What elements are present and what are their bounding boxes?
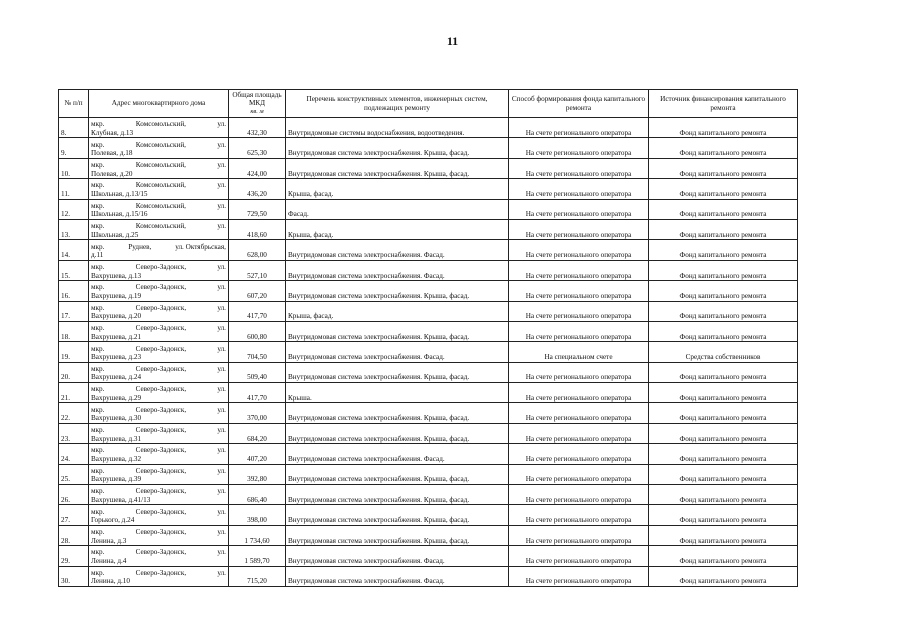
address-line-2: Вахрушева, д.39	[91, 475, 142, 484]
row-area: 686,40	[229, 485, 286, 505]
table-row	[59, 505, 798, 525]
address-district: Руднев,	[128, 242, 152, 251]
table-row	[59, 546, 798, 566]
row-elements: Внутридомовая система электроснабжения. Фасад.	[286, 546, 509, 566]
address-line-1	[91, 120, 226, 129]
address-district: Северо-Задонск,	[135, 324, 187, 333]
address-prefix: мкр.	[91, 262, 105, 271]
address-prefix: мкр.	[91, 283, 105, 292]
address-line-2: Ленина, д.10	[91, 577, 130, 586]
address-street-prefix: ул.	[217, 140, 226, 149]
table-row	[59, 138, 798, 158]
address-line-1	[91, 283, 226, 292]
row-area: 715,20	[229, 566, 286, 586]
row-number: 15.	[59, 260, 89, 280]
row-number: 11.	[59, 179, 89, 199]
address-prefix: мкр.	[91, 426, 105, 435]
row-area: 424,00	[229, 158, 286, 178]
address-street-prefix: ул.	[217, 426, 226, 435]
address-line-2: Вахрушева, д.32	[91, 455, 142, 464]
page-number: 11	[446, 34, 459, 48]
address-line-1	[91, 487, 226, 496]
row-address	[89, 546, 229, 566]
address-line-2: Школьная, д.25	[91, 230, 139, 239]
address-line-2: Вахрушева, д.20	[91, 312, 142, 321]
address-district: Северо-Задонск,	[135, 528, 187, 537]
row-area: 1 589,70	[229, 546, 286, 566]
address-line-2: Ленина, д.3	[91, 536, 127, 545]
address-district: Северо-Задонск,	[135, 568, 187, 577]
row-area: 600,80	[229, 321, 286, 341]
address-district: Северо-Задонск,	[135, 283, 187, 292]
address-street-prefix: ул.	[217, 568, 226, 577]
row-address	[89, 566, 229, 586]
address-street-prefix: ул.	[217, 160, 226, 169]
row-elements: Внутридомовая система электроснабжения. Крыша, фасад.	[286, 281, 509, 301]
row-method: На счете регионального оператора	[509, 118, 649, 138]
address-prefix: мкр.	[91, 140, 105, 149]
table-row	[59, 118, 798, 138]
row-number: 13.	[59, 219, 89, 239]
row-area: 628,00	[229, 240, 286, 260]
address-district: Комсомольский,	[135, 201, 186, 210]
address-street-prefix: ул.	[217, 466, 226, 475]
row-address	[89, 362, 229, 382]
address-prefix: мкр.	[91, 528, 105, 537]
address-line-1	[91, 304, 226, 313]
address-line-1	[91, 385, 226, 394]
address-line-1	[91, 528, 226, 537]
row-area: 509,40	[229, 362, 286, 382]
address-prefix: мкр.	[91, 222, 105, 231]
row-number: 22.	[59, 403, 89, 423]
row-source: Фонд капитального ремонта	[649, 240, 798, 260]
row-method: На счете регионального оператора	[509, 485, 649, 505]
row-source: Фонд капитального ремонта	[649, 505, 798, 525]
address-line-2: Школьная, д.15/16	[91, 210, 148, 219]
address-district: Северо-Задонск,	[135, 507, 187, 516]
header-number: № п/п	[59, 90, 89, 118]
address-line-1	[91, 181, 226, 190]
address-line-2: Вахрушева, д.21	[91, 332, 142, 341]
row-source: Фонд капитального ремонта	[649, 383, 798, 403]
address-prefix: мкр.	[91, 364, 105, 373]
row-elements: Внутридомовая система электроснабжения. Крыша, фасад.	[286, 525, 509, 545]
row-elements: Крыша, фасад.	[286, 219, 509, 239]
row-elements: Внутридомовая система электроснабжения. Крыша, фасад.	[286, 423, 509, 443]
address-street-prefix: ул.	[217, 283, 226, 292]
row-address	[89, 403, 229, 423]
address-prefix: мкр.	[91, 120, 105, 129]
address-street-prefix: ул.	[217, 405, 226, 414]
row-area: 407,20	[229, 444, 286, 464]
address-prefix: мкр.	[91, 303, 105, 312]
table-row	[59, 444, 798, 464]
address-line-2: Вахрушева, д.31	[91, 434, 142, 443]
address-line-1	[91, 548, 226, 557]
row-area: 417,70	[229, 383, 286, 403]
address-district: Комсомольский,	[135, 140, 186, 149]
header-address: Адрес многоквартирного дома	[89, 90, 229, 118]
row-address	[89, 423, 229, 443]
address-street-prefix: ул.	[217, 487, 226, 496]
row-source: Фонд капитального ремонта	[649, 423, 798, 443]
address-line-1	[91, 202, 226, 211]
address-prefix: мкр.	[91, 405, 105, 414]
address-district: Северо-Задонск,	[135, 426, 187, 435]
table-row	[59, 158, 798, 178]
header-source: Источник финансирования капитального ремонта	[649, 90, 798, 118]
row-number: 8.	[59, 118, 89, 138]
table-row	[59, 260, 798, 280]
row-method: На счете регионального оператора	[509, 240, 649, 260]
row-source: Фонд капитального ремонта	[649, 485, 798, 505]
row-address	[89, 505, 229, 525]
row-number: 24.	[59, 444, 89, 464]
row-elements: Крыша, фасад.	[286, 179, 509, 199]
address-prefix: мкр.	[91, 160, 105, 169]
row-number: 29.	[59, 546, 89, 566]
address-line-2: Вахрушева, д.30	[91, 414, 142, 423]
row-source: Фонд капитального ремонта	[649, 403, 798, 423]
row-source: Фонд капитального ремонта	[649, 281, 798, 301]
address-street-prefix: ул.	[217, 201, 226, 210]
row-source: Фонд капитального ремонта	[649, 301, 798, 321]
row-method: На счете регионального оператора	[509, 403, 649, 423]
address-prefix: мкр.	[91, 181, 105, 190]
table-row	[59, 199, 798, 219]
row-elements: Внутридомовая система электроснабжения. Фасад.	[286, 566, 509, 586]
table-row	[59, 342, 798, 362]
row-area: 729,50	[229, 199, 286, 219]
row-source: Фонд капитального ремонта	[649, 546, 798, 566]
row-address	[89, 118, 229, 138]
table-row	[59, 362, 798, 382]
address-district: Комсомольский,	[135, 160, 186, 169]
row-number: 17.	[59, 301, 89, 321]
header-method: Способ формирования фонда капитального ремонта	[509, 90, 649, 118]
address-line-1	[91, 508, 226, 517]
row-address	[89, 485, 229, 505]
row-method: На счете регионального оператора	[509, 158, 649, 178]
address-street-prefix: ул.	[217, 324, 226, 333]
row-elements: Внутридомовая система электроснабжения. Фасад.	[286, 444, 509, 464]
row-method: На счете регионального оператора	[509, 464, 649, 484]
address-prefix: мкр.	[91, 201, 105, 210]
row-number: 30.	[59, 566, 89, 586]
row-source: Фонд капитального ремонта	[649, 179, 798, 199]
address-district: Северо-Задонск,	[135, 487, 187, 496]
address-line-1	[91, 345, 226, 354]
row-method: На счете регионального оператора	[509, 321, 649, 341]
address-street-prefix: ул.	[217, 262, 226, 271]
address-street-prefix: ул. Октябрьская,	[175, 242, 226, 251]
row-number: 9.	[59, 138, 89, 158]
address-line-2: Полевая, д.20	[91, 169, 133, 178]
row-method: На счете регионального оператора	[509, 219, 649, 239]
row-method: На счете регионального оператора	[509, 260, 649, 280]
row-source: Фонд капитального ремонта	[649, 566, 798, 586]
row-address	[89, 321, 229, 341]
row-number: 27.	[59, 505, 89, 525]
row-elements: Внутридомовая система электроснабжения. Крыша, фасад.	[286, 464, 509, 484]
row-area: 418,60	[229, 219, 286, 239]
row-source: Фонд капитального ремонта	[649, 525, 798, 545]
row-number: 25.	[59, 464, 89, 484]
address-district: Северо-Задонск,	[135, 364, 187, 373]
address-line-1	[91, 141, 226, 150]
table-row	[59, 281, 798, 301]
address-line-2: Вахрушева, д.23	[91, 353, 142, 362]
row-source: Фонд капитального ремонта	[649, 464, 798, 484]
header-area	[229, 90, 286, 118]
row-elements: Внутридомовая система электроснабжения. Крыша, фасад.	[286, 158, 509, 178]
address-street-prefix: ул.	[217, 446, 226, 455]
row-number: 16.	[59, 281, 89, 301]
address-district: Комсомольский,	[135, 181, 186, 190]
address-street-prefix: ул.	[217, 120, 226, 129]
row-source: Фонд капитального ремонта	[649, 158, 798, 178]
row-number: 19.	[59, 342, 89, 362]
row-elements: Фасад.	[286, 199, 509, 219]
address-street-prefix: ул.	[217, 181, 226, 190]
row-address	[89, 179, 229, 199]
row-address	[89, 158, 229, 178]
row-elements: Внутридомовая система электроснабжения. Крыша, фасад.	[286, 138, 509, 158]
row-method: На счете регионального оператора	[509, 423, 649, 443]
row-elements: Внутридомовые системы водоснабжения, водоотведения.	[286, 118, 509, 138]
address-street-prefix: ул.	[217, 548, 226, 557]
table-header-row	[59, 90, 798, 118]
row-source: Фонд капитального ремонта	[649, 118, 798, 138]
row-address	[89, 240, 229, 260]
address-street-prefix: ул.	[217, 364, 226, 373]
row-source: Фонд капитального ремонта	[649, 444, 798, 464]
address-line-1	[91, 161, 226, 170]
row-number: 14.	[59, 240, 89, 260]
address-district: Северо-Задонск,	[135, 303, 187, 312]
table-row	[59, 566, 798, 586]
row-area: 704,50	[229, 342, 286, 362]
address-line-2: д.11	[91, 251, 104, 260]
row-area: 684,20	[229, 423, 286, 443]
table-row	[59, 219, 798, 239]
table-row	[59, 403, 798, 423]
row-address	[89, 525, 229, 545]
address-district: Северо-Задонск,	[135, 446, 187, 455]
address-district: Северо-Задонск,	[135, 385, 187, 394]
row-method: На счете регионального оператора	[509, 362, 649, 382]
address-line-2: Вахрушева, д.19	[91, 291, 142, 300]
address-line-1	[91, 263, 226, 272]
row-number: 20.	[59, 362, 89, 382]
row-area: 370,00	[229, 403, 286, 423]
address-street-prefix: ул.	[217, 222, 226, 231]
address-district: Комсомольский,	[135, 222, 186, 231]
address-prefix: мкр.	[91, 466, 105, 475]
row-elements: Внутридомовая система электроснабжения. Крыша, фасад.	[286, 403, 509, 423]
address-line-1	[91, 324, 226, 333]
address-prefix: мкр.	[91, 446, 105, 455]
address-district: Северо-Задонск,	[135, 344, 187, 353]
address-line-1	[91, 222, 226, 231]
row-number: 12.	[59, 199, 89, 219]
address-line-2: Ленина, д.4	[91, 557, 127, 565]
row-address	[89, 199, 229, 219]
row-address	[89, 301, 229, 321]
row-source: Фонд капитального ремонта	[649, 362, 798, 382]
row-elements: Внутридомовая система электроснабжения. Крыша, фасад.	[286, 321, 509, 341]
address-street-prefix: ул.	[217, 528, 226, 537]
row-elements: Внутридомовая система электроснабжения. Крыша, фасад.	[286, 485, 509, 505]
address-line-2: Горького, д.24	[91, 516, 135, 525]
row-source: Фонд капитального ремонта	[649, 138, 798, 158]
row-method: На счете регионального оператора	[509, 546, 649, 566]
address-line-2: Клубная, д.13	[91, 128, 134, 137]
address-line-2: Школьная, д.13/15	[91, 189, 148, 198]
row-area: 417,70	[229, 301, 286, 321]
header-area-label: Общая площадь МКД	[232, 90, 282, 108]
row-elements: Крыша.	[286, 383, 509, 403]
row-elements: Внутридомовая система электроснабжения. Фасад.	[286, 260, 509, 280]
row-method: На счете регионального оператора	[509, 383, 649, 403]
row-method: На специальном счете	[509, 342, 649, 362]
address-street-prefix: ул.	[217, 507, 226, 516]
row-method: На счете регионального оператора	[509, 566, 649, 586]
table-row	[59, 464, 798, 484]
address-street-prefix: ул.	[217, 303, 226, 312]
table-row	[59, 383, 798, 403]
address-line-2: Вахрушева, д.29	[91, 393, 142, 402]
address-line-1	[91, 569, 226, 578]
address-prefix: мкр.	[91, 487, 105, 496]
row-area: 527,10	[229, 260, 286, 280]
table-body	[59, 118, 798, 587]
address-district: Комсомольский,	[135, 120, 186, 129]
address-line-1	[91, 426, 226, 435]
address-line-1	[91, 243, 226, 252]
row-address	[89, 444, 229, 464]
row-number: 28.	[59, 525, 89, 545]
row-method: На счете регионального оператора	[509, 179, 649, 199]
address-line-1	[91, 467, 226, 476]
row-address	[89, 281, 229, 301]
table-row	[59, 485, 798, 505]
table-row	[59, 423, 798, 443]
row-method: На счете регионального оператора	[509, 199, 649, 219]
row-elements: Внутридомовая система электроснабжения. Крыша, фасад.	[286, 505, 509, 525]
row-method: На счете регионального оператора	[509, 138, 649, 158]
address-district: Северо-Задонск,	[135, 405, 187, 414]
address-prefix: мкр.	[91, 385, 105, 394]
row-number: 26.	[59, 485, 89, 505]
table-row	[59, 301, 798, 321]
table-row	[59, 240, 798, 260]
address-line-2: Вахрушева, д.24	[91, 373, 142, 382]
row-area: 1 734,60	[229, 525, 286, 545]
row-number: 21.	[59, 383, 89, 403]
row-elements: Внутридомовая система электроснабжения. Фасад.	[286, 342, 509, 362]
row-area: 607,20	[229, 281, 286, 301]
address-prefix: мкр.	[91, 548, 105, 557]
header-area-unit: кв. м	[250, 107, 264, 115]
row-source: Фонд капитального ремонта	[649, 321, 798, 341]
row-area: 392,80	[229, 464, 286, 484]
address-line-1	[91, 406, 226, 415]
row-elements: Внутридомовая система электроснабжения. Фасад.	[286, 240, 509, 260]
table-row	[59, 525, 798, 545]
row-number: 23.	[59, 423, 89, 443]
table-row	[59, 179, 798, 199]
address-line-2: Вахрушева, д.41/13	[91, 495, 151, 504]
row-address	[89, 219, 229, 239]
row-number: 18.	[59, 321, 89, 341]
address-street-prefix: ул.	[217, 385, 226, 394]
row-number: 10.	[59, 158, 89, 178]
row-method: На счете регионального оператора	[509, 444, 649, 464]
row-address	[89, 260, 229, 280]
address-line-1	[91, 446, 226, 455]
row-address	[89, 342, 229, 362]
address-district: Северо-Задонск,	[135, 262, 187, 271]
row-elements: Крыша, фасад.	[286, 301, 509, 321]
row-source: Фонд капитального ремонта	[649, 260, 798, 280]
address-district: Северо-Задонск,	[135, 548, 187, 557]
row-area: 436,20	[229, 179, 286, 199]
address-prefix: мкр.	[91, 324, 105, 333]
row-source: Средства собственников	[649, 342, 798, 362]
address-prefix: мкр.	[91, 568, 105, 577]
row-area: 625,30	[229, 138, 286, 158]
address-prefix: мкр.	[91, 242, 105, 251]
header-elements: Перечень конструктивных элементов, инженерных систем, подлежащих ремонту	[286, 90, 509, 118]
address-line-2: Полевая, д.18	[91, 149, 133, 158]
address-prefix: мкр.	[91, 344, 105, 353]
address-line-1	[91, 365, 226, 374]
address-line-2: Вахрушева, д.13	[91, 271, 142, 280]
row-method: На счете регионального оператора	[509, 281, 649, 301]
address-district: Северо-Задонск,	[135, 466, 187, 475]
row-address	[89, 138, 229, 158]
address-street-prefix: ул.	[217, 344, 226, 353]
row-address	[89, 383, 229, 403]
row-area: 432,30	[229, 118, 286, 138]
row-address	[89, 464, 229, 484]
row-source: Фонд капитального ремонта	[649, 219, 798, 239]
row-source: Фонд капитального ремонта	[649, 199, 798, 219]
address-prefix: мкр.	[91, 507, 105, 516]
row-area: 398,00	[229, 505, 286, 525]
row-method: На счете регионального оператора	[509, 525, 649, 545]
table-row	[59, 321, 798, 341]
row-method: На счете регионального оператора	[509, 301, 649, 321]
repair-program-table	[58, 89, 798, 587]
row-elements: Внутридомовая система электроснабжения. Крыша, фасад.	[286, 362, 509, 382]
row-method: На счете регионального оператора	[509, 505, 649, 525]
